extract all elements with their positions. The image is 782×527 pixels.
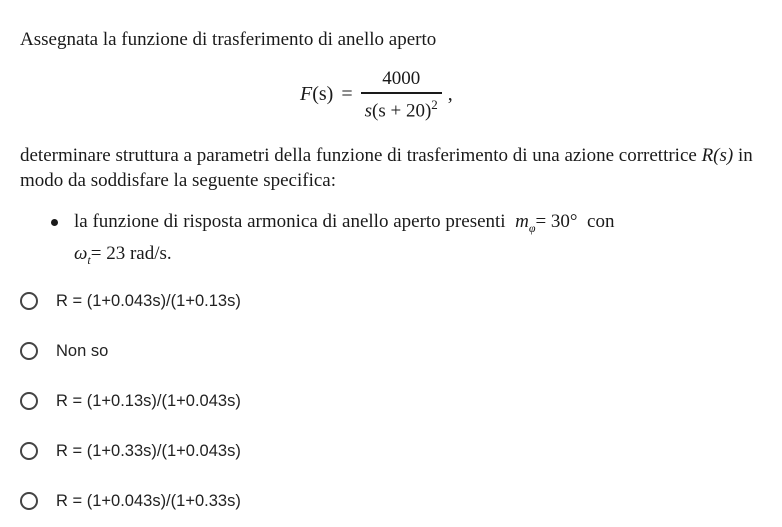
radio-button[interactable]: [20, 292, 38, 310]
radio-button[interactable]: [20, 342, 38, 360]
formula-denominator: $s(s + 20)^2$: [364, 96, 438, 121]
formula-equals: =: [341, 83, 353, 106]
specification-item: la funzione di risposta armonica di anello aperto presenti $m_\varphi= 30^\circ$ con $\omega_t= 23$ rad/s.: [52, 209, 762, 273]
radio-button[interactable]: [20, 492, 38, 510]
question-intro: Assegnata la funzione di trasferimento di anello aperto: [20, 29, 437, 50]
answer-option-4[interactable]: [20, 426, 241, 476]
answer-option-5[interactable]: [20, 476, 241, 526]
answer-option-1[interactable]: [20, 276, 241, 326]
radio-button[interactable]: [20, 392, 38, 410]
formula-comma: ,: [447, 83, 453, 106]
formula-lhs: F(s): [300, 83, 334, 106]
question-paragraph: determinare struttura a parametri della funzione di trasferimento di una azione correttrice R(s) in modo da soddisfare la seguente specifica:: [20, 145, 753, 191]
option-label: R = (1+0.043s)/(1+0.33s): [56, 491, 241, 510]
option-label: R = (1+0.13s)/(1+0.043s): [56, 391, 241, 410]
answer-option-3[interactable]: [20, 376, 241, 426]
option-label: Non so: [56, 341, 109, 360]
option-label: R = (1+0.043s)/(1+0.13s): [56, 291, 241, 310]
formula-fraction: [361, 68, 442, 122]
transfer-function-formula: [300, 68, 453, 122]
corrector-symbol: R(s): [701, 145, 734, 166]
answer-option-2[interactable]: [20, 326, 241, 376]
formula-numerator: 4000: [382, 68, 421, 89]
answer-options: [20, 276, 241, 526]
option-label: R = (1+0.33s)/(1+0.043s): [56, 441, 241, 460]
bullet-dot: [51, 219, 58, 226]
radio-button[interactable]: [20, 442, 38, 460]
